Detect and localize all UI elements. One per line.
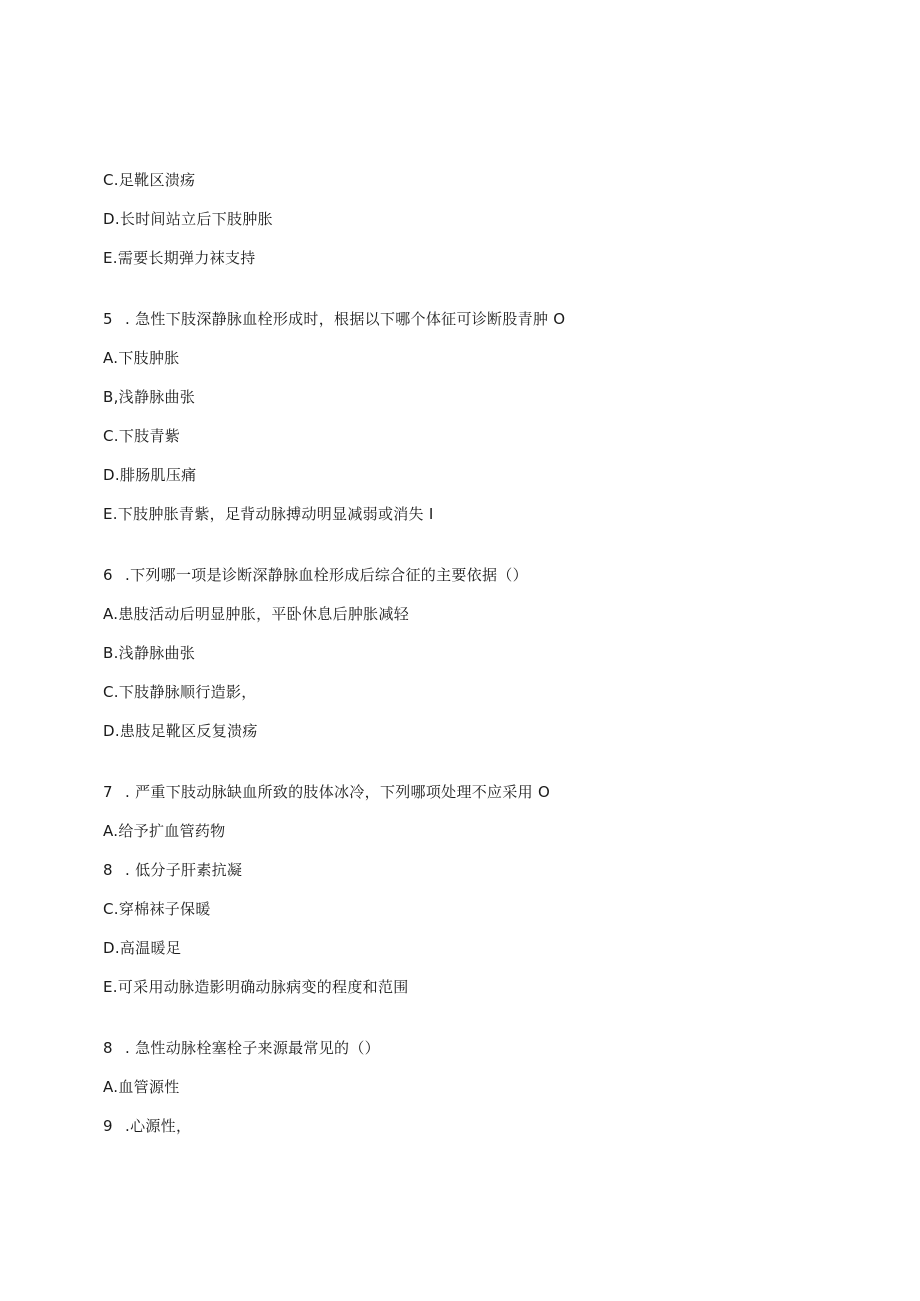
q8-option-b xyxy=(103,1116,191,1136)
q4-option-c: C.足靴区溃疡 xyxy=(103,171,196,189)
q4-option-d: D.长时间站立后下肢肿胀 xyxy=(103,210,273,228)
q7-option-b xyxy=(103,860,242,880)
q6-option-c: C.下肢静脉顺行造影， xyxy=(103,683,257,701)
q5-option-c: C.下肢青紫 xyxy=(103,427,181,445)
q6-option-b: B.浅静脉曲张 xyxy=(103,644,196,662)
q5-option-d: D.腓肠肌压痛 xyxy=(103,466,197,484)
q5-option-a: A.下肢肿胀 xyxy=(103,349,180,367)
q8-number: 8 xyxy=(103,1039,113,1057)
q6-option-a: A.患肢活动后明显肿胀，平卧休息后肿胀减轻 xyxy=(103,605,410,623)
q8-text: . 急性动脉栓塞栓子来源最常见的（） xyxy=(125,1039,380,1057)
q7-option-c: C.穿棉袜子保暖 xyxy=(103,900,211,918)
q5-stem xyxy=(103,309,565,329)
q4-option-e: E.需要长期弹力袜支持 xyxy=(103,249,256,267)
q5-option-b: B,浅静脉曲张 xyxy=(103,388,196,406)
q7-option-a: A.给予扩血管药物 xyxy=(103,822,226,840)
q7-number: 7 xyxy=(103,783,113,801)
q7-option-e: E.可采用动脉造影明确动脉病变的程度和范围 xyxy=(103,978,409,996)
q6-number: 6 xyxy=(103,566,113,584)
q7-stem xyxy=(103,782,550,802)
q5-number: 5 xyxy=(103,310,113,328)
q7-text: . 严重下肢动脉缺血所致的肢体冰冷，下列哪项处理不应采用 O xyxy=(125,783,551,801)
q7-option-d: D.高温暖足 xyxy=(103,939,182,957)
q8-stem xyxy=(103,1038,380,1058)
q8-option-a: A.血管源性 xyxy=(103,1078,180,1096)
q6-stem xyxy=(103,565,528,585)
q5-text: . 急性下肢深静脉血栓形成时，根据以下哪个体征可诊断股青肿 O xyxy=(125,310,566,328)
q8-sub-text: .心源性， xyxy=(125,1117,192,1135)
q5-option-e: E.下肢肿胀青紫，足背动脉搏动明显减弱或消失 I xyxy=(103,505,434,523)
q6-text: .下列哪一项是诊断深静脉血栓形成后综合征的主要依据（） xyxy=(125,566,528,584)
q8-sub-number: 9 xyxy=(103,1117,113,1135)
q7-sub-number: 8 xyxy=(103,861,113,879)
q7-sub-text: . 低分子肝素抗凝 xyxy=(125,861,243,879)
q6-option-d: D.患肢足靴区反复溃疡 xyxy=(103,722,258,740)
